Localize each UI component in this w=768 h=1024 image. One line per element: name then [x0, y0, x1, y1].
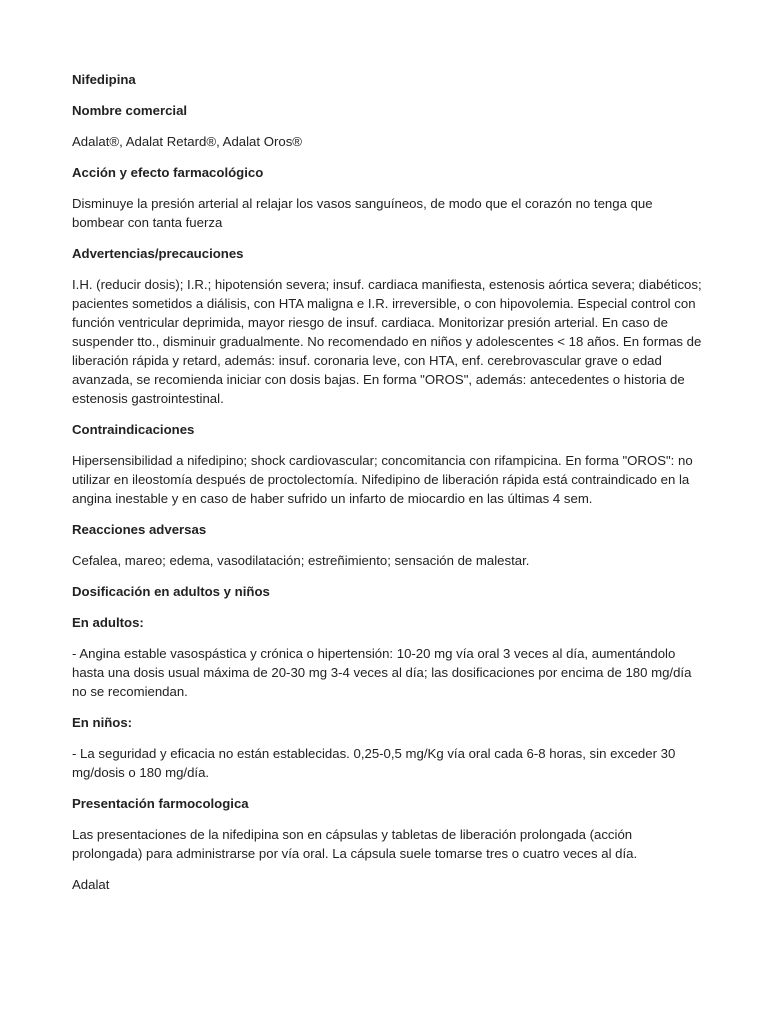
section-text-contraindicaciones: Hipersensibilidad a nifedipino; shock cardiovascular; concomitancia con rifampicina. En forma "OROS": no utilizar en ileostomía después de proctolectomía. Nifedipino de liberación rápida está contraindicado en la angina inestable y en caso de haber sufrido un infarto de miocardio en las últimas 4 sem.: [72, 453, 693, 506]
subsection-text-ninos: - La seguridad y eficacia no están establecidas. 0,25-0,5 mg/Kg vía oral cada 6-8 horas, sin exceder 30 mg/dosis o 180 mg/día.: [72, 746, 676, 780]
section-text-advertencias: I.H. (reducir dosis); I.R.; hipotensión severa; insuf. cardiaca manifiesta, estenosis aórtica severa; diabéticos; pacientes sometidos a diálisis, con HTA maligna e I.R. irreversible, o con hipovolemia. Especial control con función ventricular deprimida, mayor riesgo de insuf. cardiaca. Monitorizar presión arterial. En caso de suspender tto., disminuir gradualmente. No recomendado en niños y adolescentes < 18 años. En formas de liberación rápida y retard, además: insuf. coronaria leve, con HTA, enf. cerebrovascular grave o edad avanzada, se recomienda iniciar con dosis bajas. En forma "OROS", además: antecedentes o historia de estenosis gastrointestinal.: [72, 277, 702, 406]
section-text-reacciones: Cefalea, mareo; edema, vasodilatación; estreñimiento; sensación de malestar.: [72, 553, 530, 568]
section-heading-advertencias: Advertencias/precauciones: [72, 246, 244, 261]
subsection-heading-adultos: En adultos:: [72, 615, 144, 630]
section-heading-contraindicaciones: Contraindicaciones: [72, 422, 195, 437]
section-heading-presentacion: Presentación farmocologica: [72, 796, 249, 811]
section-text-presentacion: Las presentaciones de la nifedipina son en cápsulas y tabletas de liberación prolongada (acción prolongada) para administrarse por vía oral. La cápsula suele tomarse tres o cuatro veces al día.: [72, 827, 638, 861]
subsection-heading-ninos: En niños:: [72, 715, 133, 730]
section-heading-dosificacion: Dosificación en adultos y niños: [72, 584, 270, 599]
section-text-nombre-comercial: Adalat®, Adalat Retard®, Adalat Oros®: [72, 134, 303, 149]
section-heading-reacciones: Reacciones adversas: [72, 522, 207, 537]
document-title: Nifedipina: [72, 72, 136, 87]
section-heading-nombre-comercial: Nombre comercial: [72, 103, 188, 118]
section-heading-accion: Acción y efecto farmacológico: [72, 165, 264, 180]
subsection-text-adultos: - Angina estable vasospástica y crónica o hipertensión: 10-20 mg vía oral 3 veces al día, aumentándolo hasta una dosis usual máxima de 20-30 mg 3-4 veces al día; las dosificaciones por encima de 180 mg/día no se recomiendan.: [72, 646, 692, 699]
document-page: [72, 70, 702, 906]
trailing-text: Adalat: [72, 877, 110, 892]
section-text-accion: Disminuye la presión arterial al relajar los vasos sanguíneos, de modo que el corazón no tenga que bombear con tanta fuerza: [72, 196, 653, 230]
